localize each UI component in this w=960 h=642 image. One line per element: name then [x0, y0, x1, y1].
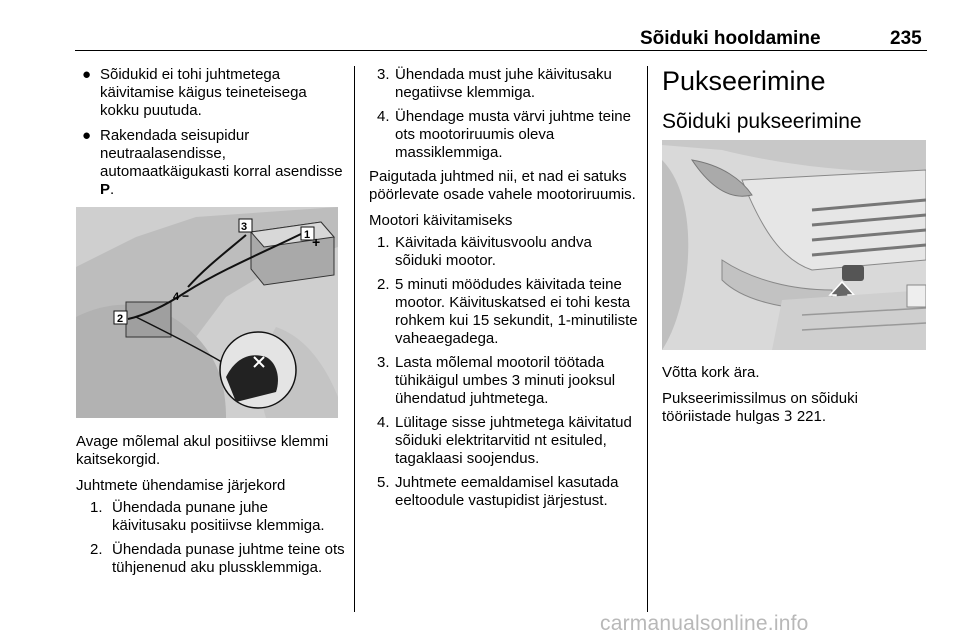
step-text: Juhtmete eemaldamisel kasutada eeltoodule vastupidist järjestust. — [395, 474, 619, 509]
step-text: Käivitada käivitusvoolu andva sõiduki mootor. — [395, 234, 592, 269]
numbered-step — [76, 499, 346, 535]
numbered-step — [369, 66, 639, 102]
numbered-step — [369, 474, 639, 510]
header-rule — [75, 50, 927, 51]
gear-position-p: P — [100, 181, 111, 198]
page-reference[interactable]: 221. — [792, 408, 827, 425]
towing-eye-cover-illustration — [662, 140, 926, 350]
paragraph: Juhtmete ühendamise järjekord — [76, 477, 286, 494]
page-reference-arrow-icon: 3 — [783, 409, 793, 425]
step-text: 5 minuti möödudes käivitada teine mootor. Käivituskatsed ei tohi kesta rohkem kui 15 sekundit, 1-minutiliste vaheaegadega. — [395, 276, 638, 347]
column-divider-2 — [647, 66, 648, 612]
column-1-top — [76, 66, 344, 206]
paragraph: Mootori käivitamiseks — [369, 212, 513, 229]
step-number: 4. — [377, 108, 390, 125]
figure-minus-symbol: − — [182, 289, 190, 303]
section-heading: Pukseerimine — [662, 66, 826, 96]
step-number: 1. — [377, 234, 390, 251]
step-number: 5. — [377, 474, 390, 491]
column-1-bottom — [76, 433, 346, 583]
step-number: 3. — [377, 354, 390, 371]
paragraph: Paigutada juhtmed nii, et nad ei satuks pöörlevate osade vahele mootoriruumis. — [369, 168, 636, 203]
paragraph: Avage mõlemal akul positiivse klemmi kaitsekorgid. — [76, 433, 329, 468]
car-front-drawing — [662, 140, 926, 350]
page-number: 235 — [890, 28, 922, 49]
step-number: 3. — [377, 66, 390, 83]
column-divider-1 — [354, 66, 355, 612]
bullet-text: Rakendada seisupidur neutraalasendisse, automaatkäigukasti korral asendisse — [100, 127, 343, 180]
bullet-text: Sõidukid ei tohi juhtmetega käivitamise käigus teineteisega kokku puutuda. — [100, 66, 307, 119]
paragraph: Võtta kork ära. — [662, 364, 760, 381]
watermark: carmanualsonline.info — [600, 612, 809, 635]
step-text: Ühendada must juhe käivitusaku negatiivse klemmiga. — [395, 66, 612, 101]
step-text: Ühendada punase juhtme teine ots tühjenenud aku plussklemmiga. — [112, 541, 345, 576]
step-number: 2. — [90, 541, 103, 558]
step-number: 1. — [90, 499, 103, 516]
step-text: Ühendage musta värvi juhtme teine ots mootoriruumis oleva massiklemmiga. — [395, 108, 631, 161]
figure-label-2: 2 — [117, 313, 124, 325]
bullet-item — [76, 66, 344, 120]
column-3-top — [662, 62, 928, 146]
running-header-title: Sõiduki hooldamine — [640, 28, 821, 49]
bullet-dot-icon: ● — [82, 127, 92, 144]
bullet-text-end: . — [110, 181, 115, 198]
figure-plus-symbol: + — [312, 234, 321, 250]
paragraph — [662, 390, 928, 426]
numbered-step — [369, 354, 639, 408]
numbered-step — [369, 276, 639, 348]
engine-bay-drawing — [76, 207, 338, 418]
numbered-step — [369, 108, 639, 162]
section-subheading: Sõiduki pukseerimine — [662, 110, 862, 133]
step-number: 2. — [377, 276, 390, 293]
numbered-step — [369, 414, 639, 468]
figure-label-4: 4 — [173, 291, 180, 303]
step-text: Lasta mõlemal mootoril töötada tühikäigul umbes 3 minuti jooksul ühendatud juhtmetega. — [395, 354, 616, 407]
jump-start-illustration — [76, 207, 338, 418]
step-number: 4. — [377, 414, 390, 431]
bullet-item — [76, 127, 344, 199]
figure-label-3: 3 — [241, 221, 248, 233]
figure-label-1: 1 — [304, 229, 311, 241]
column-2 — [369, 66, 639, 516]
numbered-step — [369, 234, 639, 270]
column-3-bottom — [662, 364, 928, 434]
step-text: Ühendada punane juhe käivitusaku positiivse klemmiga. — [112, 499, 325, 534]
step-text: Lülitage sisse juhtmetega käivitatud sõiduki elektritarvitid nt esituled, tagaklaasi soojendus. — [395, 414, 632, 467]
bullet-dot-icon: ● — [82, 66, 92, 83]
paragraph-text: Pukseerimissilmus on sõiduki tööriistade hulgas — [662, 390, 858, 425]
numbered-step — [76, 541, 346, 577]
